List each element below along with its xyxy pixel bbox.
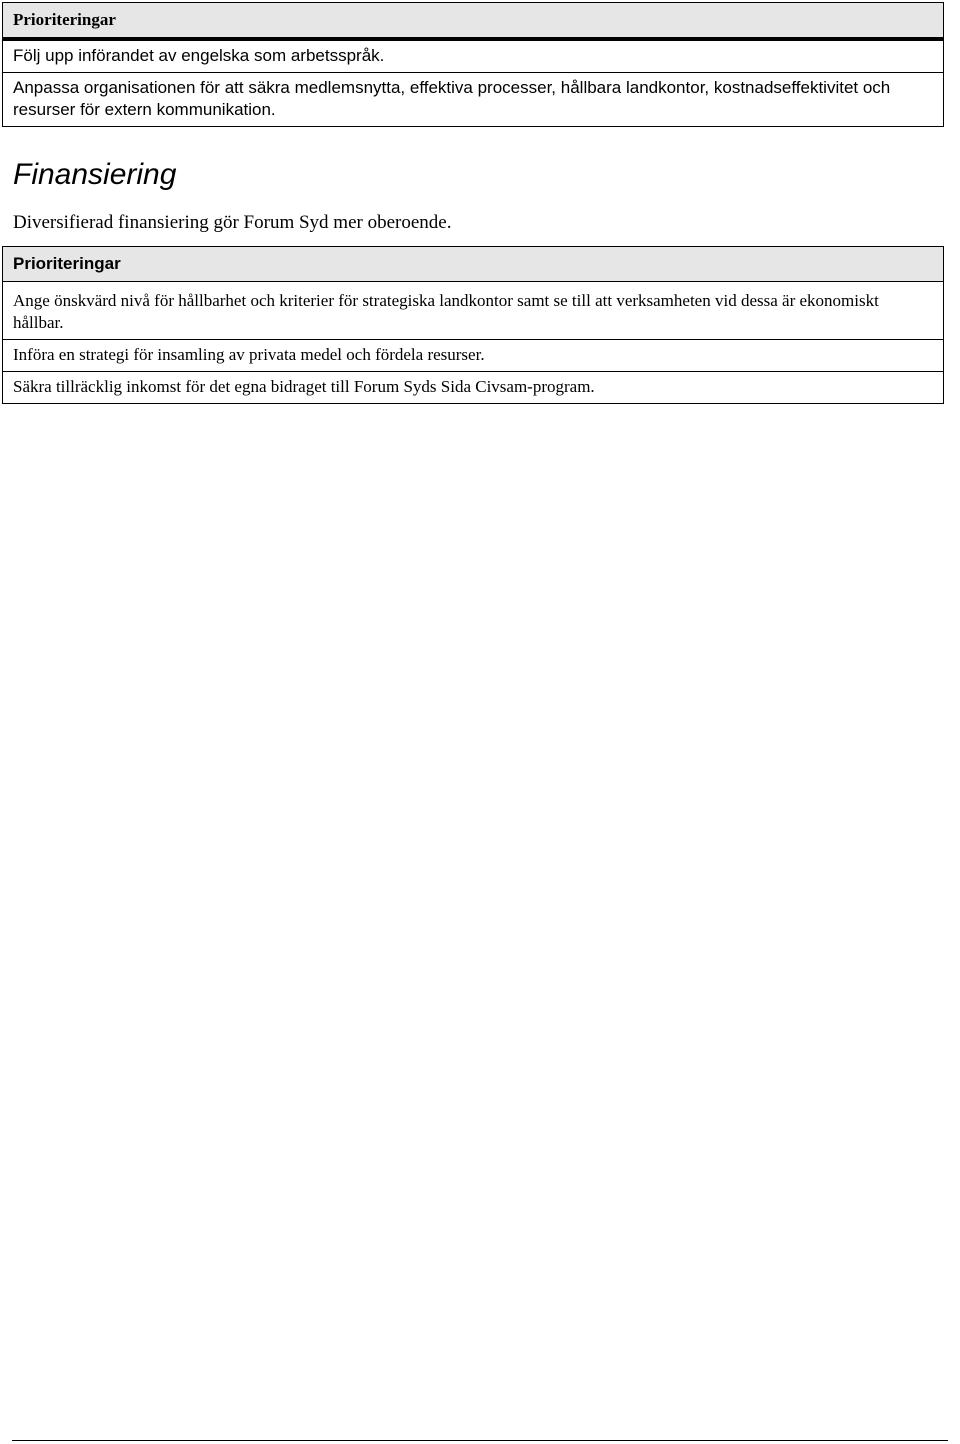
section-intro: Diversifierad finansiering gör Forum Syd mer oberoende.: [13, 212, 452, 233]
priority-row: Följ upp införandet av engelska som arbetsspråk.: [3, 40, 943, 72]
priorities-header: Prioriteringar: [3, 247, 943, 281]
footer-divider: [12, 1440, 948, 1441]
priority-row: Anpassa organisationen för att säkra medlemsnytta, effektiva processer, hållbara landkontor, kostnadseffektivitet och resurser för extern kommunikation.: [3, 72, 943, 126]
priority-row: Ange önskvärd nivå för hållbarhet och kriterier för strategiska landkontor samt se till att verksamheten vid dessa är ekonomiskt hållbar.: [3, 281, 943, 339]
section-title: Finansiering: [13, 158, 177, 191]
priority-row: Säkra tillräcklig inkomst för det egna bidraget till Forum Syds Sida Civsam-program.: [3, 371, 943, 403]
priorities-table-financing: [2, 246, 944, 404]
priorities-header: Prioriteringar: [3, 3, 943, 40]
priorities-table-organisation: [2, 2, 944, 127]
priority-row: Införa en strategi för insamling av privata medel och fördela resurser.: [3, 339, 943, 371]
